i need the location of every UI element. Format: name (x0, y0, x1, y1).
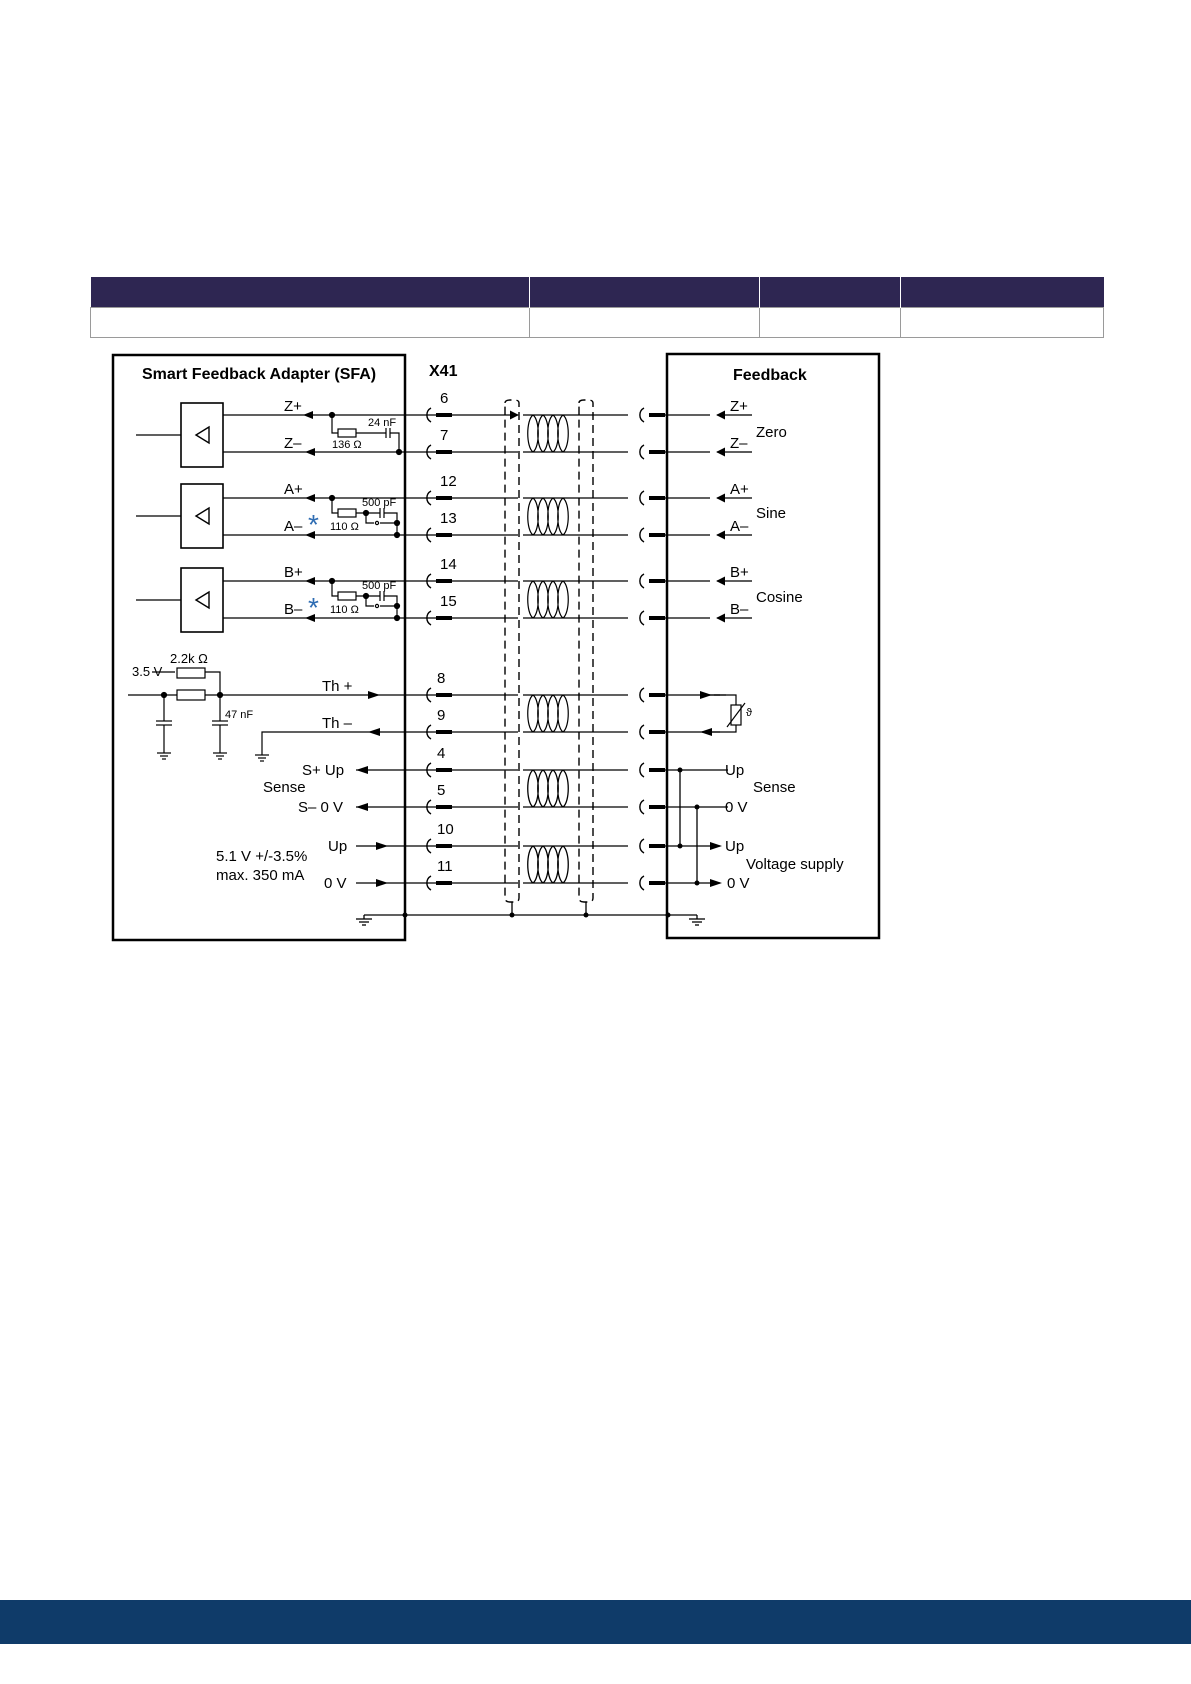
label-sense-pos: S+ Up (302, 762, 345, 779)
label-supply-zero: 0 V (324, 875, 347, 892)
label-sense: Sense (263, 779, 306, 796)
pin-number: 15 (440, 593, 457, 610)
supply-spec-line2: max. 350 mA (216, 867, 305, 884)
right-label-supply-up: Up (725, 838, 745, 855)
label-b-pos: B+ (284, 564, 303, 581)
right-name-cosine: Cosine (756, 589, 803, 606)
amplifier-cosine (136, 568, 223, 632)
pin-number: 6 (440, 390, 449, 407)
pin-number: 14 (440, 556, 457, 573)
pin-number: 9 (437, 707, 446, 724)
right-label-z-pos: Z+ (730, 398, 748, 415)
asterisk-icon: * (308, 509, 319, 540)
pin-number: 12 (440, 473, 457, 490)
label-z-neg: Z– (284, 435, 302, 452)
label-b-cap: 500 pF (362, 580, 397, 592)
thermal-source-label: 3.5 V (132, 664, 163, 679)
feedback-title: Feedback (733, 367, 807, 384)
table-cell (901, 308, 1104, 338)
amplifier-sine (136, 484, 223, 548)
right-label-sense-zero: 0 V (725, 799, 748, 816)
cable-shield-outer (579, 400, 593, 902)
label-sense-neg: S– 0 V (298, 799, 344, 816)
table-header-cell (530, 277, 760, 308)
sfa-title: Smart Feedback Adapter (SFA) (142, 366, 377, 383)
table-row (91, 308, 1104, 338)
right-label-supply-zero: 0 V (727, 875, 750, 892)
right-label-sense-up: Up (725, 762, 745, 779)
table-header-cell (91, 277, 530, 308)
supply-spec-line1: 5.1 V +/-3.5% (216, 848, 308, 865)
label-a-cap: 500 pF (362, 497, 397, 509)
pin-number: 11 (437, 858, 453, 875)
label-z-res: 136 Ω (332, 439, 362, 451)
label-z-pos: Z+ (284, 398, 302, 415)
signal-pair-zero (223, 415, 752, 452)
pin-number: 5 (437, 782, 446, 799)
right-label-b-pos: B+ (730, 564, 749, 581)
right-label-z-neg: Z– (730, 435, 748, 452)
connector-pins (427, 408, 665, 890)
asterisk-icon: * (308, 592, 319, 623)
pin-number: 4 (437, 745, 446, 762)
connector-label: X41 (429, 363, 458, 380)
pin-number: 7 (440, 427, 449, 444)
label-a-res: 110 Ω (330, 521, 359, 533)
right-label-a-neg: A– (730, 518, 749, 535)
label-th-pos: Th + (322, 678, 353, 695)
thermal-cap-label: 47 nF (225, 709, 254, 721)
label-b-res: 110 Ω (330, 604, 359, 616)
thermal-resistor-label: 2.2k Ω (170, 651, 208, 666)
label-a-pos: A+ (284, 481, 303, 498)
table-cell (530, 308, 760, 338)
specification-table (90, 277, 1104, 338)
footer-bar (0, 1600, 1191, 1644)
pin-number: 10 (437, 821, 454, 838)
label-a-neg: A– (284, 518, 303, 535)
table-cell (760, 308, 901, 338)
sense-supply-lines (356, 770, 728, 883)
table-header-cell (901, 277, 1104, 308)
table-cell (91, 308, 530, 338)
feedback-box (667, 354, 879, 938)
wiring-diagram (100, 345, 890, 945)
label-z-cap: 24 nF (368, 417, 397, 429)
right-label-b-neg: B– (730, 601, 749, 618)
pin-number: 8 (437, 670, 446, 687)
cable-shield-inner (505, 400, 519, 902)
table-header-row (91, 277, 1104, 308)
pin-number: 13 (440, 510, 457, 527)
amplifier-zero (136, 403, 223, 467)
label-supply-up: Up (328, 838, 348, 855)
right-name-zero: Zero (756, 424, 787, 441)
right-label-supply: Voltage supply (746, 856, 844, 873)
right-label-a-pos: A+ (730, 481, 749, 498)
right-name-sine: Sine (756, 505, 787, 522)
label-b-neg: B– (284, 601, 303, 618)
right-label-sense: Sense (753, 779, 796, 796)
table-header-cell (760, 277, 901, 308)
ground-bus (356, 902, 705, 925)
label-th-neg: Th – (322, 715, 353, 732)
thermistor-icon: ϑ (746, 707, 753, 719)
